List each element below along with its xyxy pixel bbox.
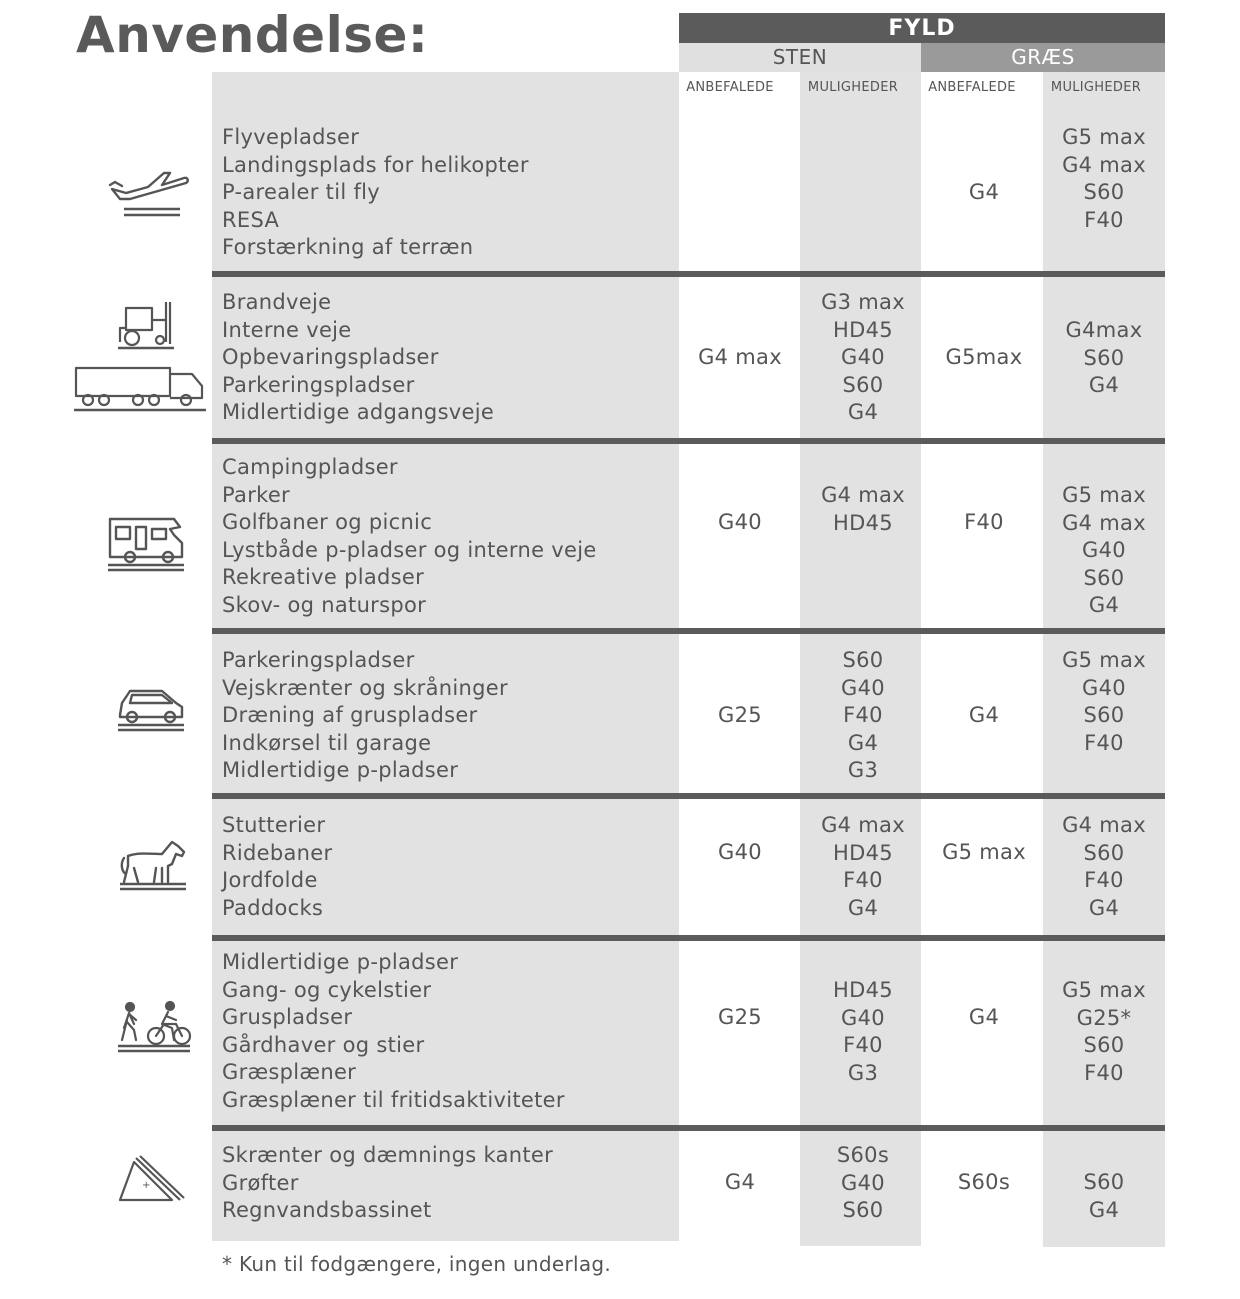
usage-item: Opbevaringspladser xyxy=(222,345,439,369)
value: G40 xyxy=(841,1005,885,1030)
value: S60 xyxy=(1083,565,1125,590)
usage-item: Golfbaner og picnic xyxy=(222,510,433,534)
usage-item: Skrænter og dæmnings kanter xyxy=(222,1143,554,1167)
page-title: Anvendelse: xyxy=(76,6,429,64)
value: G4 max xyxy=(698,345,782,369)
usage-item: RESA xyxy=(222,207,280,232)
graes-anbefalede-cell xyxy=(921,179,1047,207)
value: F40 xyxy=(964,510,1004,534)
svg-text:+: + xyxy=(142,1180,151,1191)
graes-muligheder-cell xyxy=(1043,317,1165,400)
value: G4max xyxy=(1065,318,1143,342)
graes-muligheder-cell xyxy=(1043,124,1165,234)
usage-item: Brandveje xyxy=(222,290,332,314)
graes-muligheder-cell xyxy=(1043,1169,1165,1224)
sten-muligheder-cell xyxy=(800,647,926,785)
value: S60s xyxy=(957,1170,1011,1194)
value: G4 xyxy=(968,703,1000,727)
value: G5 max xyxy=(1062,648,1146,672)
sten-anbefalede-cell xyxy=(679,344,801,372)
row-separator xyxy=(212,935,1165,941)
row-separator xyxy=(212,1125,1165,1131)
value: G4 xyxy=(1088,895,1120,920)
usage-item: P-arealer til fly xyxy=(222,180,381,204)
value: G4 max xyxy=(1062,510,1146,535)
graes-muligheder-cell xyxy=(1043,482,1165,620)
usage-item: Indkørsel til garage xyxy=(222,730,432,755)
usage-item: Parker xyxy=(222,482,290,507)
footnote: * Kun til fodgængere, ingen underlag. xyxy=(222,1252,612,1276)
pedestrian-cyclist-icon xyxy=(116,1000,192,1054)
column-header-sten-anbefalede: ANBEFALEDE xyxy=(686,80,774,95)
tractor-truck-icon xyxy=(74,298,206,418)
graes-anbefalede-cell xyxy=(921,509,1047,537)
graes-anbefalede-cell xyxy=(921,1169,1047,1197)
value: G4 xyxy=(847,730,879,755)
value: HD45 xyxy=(833,317,893,342)
value: G40 xyxy=(841,345,885,369)
airplane-icon xyxy=(106,163,190,219)
value: S60 xyxy=(1083,1170,1125,1194)
graes-anbefalede-cell xyxy=(921,702,1047,730)
value: G4 xyxy=(847,895,879,920)
usage-list-slopes xyxy=(222,1142,553,1225)
camper-icon xyxy=(106,515,186,573)
sten-anbefalede-cell xyxy=(679,1169,801,1197)
value: G40 xyxy=(1082,538,1126,562)
usage-list-parking xyxy=(222,647,508,785)
value: F40 xyxy=(1084,868,1124,892)
column-header-graes-anbefalede: ANBEFALEDE xyxy=(928,80,1016,95)
sten-muligheder-cell xyxy=(800,482,926,537)
usage-item: Dræning af gruspladser xyxy=(222,703,478,727)
value: S60 xyxy=(1083,703,1125,727)
usage-item: Græsplæner til fritidsaktiviteter xyxy=(222,1087,565,1112)
usage-item: Gruspladser xyxy=(222,1005,353,1029)
value: G4 xyxy=(968,1005,1000,1029)
value: S60s xyxy=(836,1143,890,1167)
value: G5max xyxy=(945,345,1023,369)
value: G4 xyxy=(1088,593,1120,617)
value: G40 xyxy=(718,840,762,864)
value: S60 xyxy=(842,372,884,397)
graes-anbefalede-cell xyxy=(921,839,1047,867)
value: G4 xyxy=(968,180,1000,204)
value: S60 xyxy=(842,1198,884,1222)
sten-anbefalede-cell xyxy=(679,1004,801,1032)
sten-muligheder-cell xyxy=(800,1142,926,1225)
row-separator xyxy=(212,793,1165,799)
graes-anbefalede-cell xyxy=(921,1004,1047,1032)
value: G4 xyxy=(847,400,879,424)
usage-item: Gårdhaver og stier xyxy=(222,1032,425,1057)
usage-item: Midlertidige p-pladser xyxy=(222,758,459,782)
usage-item: Forstærkning af terræn xyxy=(222,235,474,259)
usage-list-aviation xyxy=(222,124,529,262)
usage-item: Græsplæner xyxy=(222,1060,357,1084)
sten-anbefalede-cell xyxy=(679,702,801,730)
usage-list-recreation xyxy=(222,454,597,619)
value: G4 max xyxy=(1062,152,1146,177)
usage-item: Midlertidige adgangsveje xyxy=(222,400,495,424)
value: G3 xyxy=(847,758,879,782)
value: G25 xyxy=(718,703,762,727)
usage-item: Rekreative pladser xyxy=(222,565,425,589)
fyld-header: FYLD xyxy=(679,13,1165,43)
graes-anbefalede-cell xyxy=(921,344,1047,372)
usage-item: Gang- og cykelstier xyxy=(222,977,432,1002)
value: G4 xyxy=(1088,373,1120,397)
value: G40 xyxy=(841,1170,885,1195)
value: G5 max xyxy=(1062,125,1146,149)
value: S60 xyxy=(842,648,884,672)
row-separator xyxy=(212,438,1165,444)
value: S60 xyxy=(1083,1033,1125,1057)
usage-item: Grøfter xyxy=(222,1170,299,1195)
car-icon xyxy=(116,685,186,735)
value: F40 xyxy=(843,1033,883,1057)
value: HD45 xyxy=(833,978,893,1002)
usage-item: Paddocks xyxy=(222,895,324,920)
value: S60 xyxy=(1083,180,1125,204)
sten-header: STEN xyxy=(679,43,921,72)
usage-item: Parkeringspladser xyxy=(222,648,415,672)
value: G4 xyxy=(724,1170,756,1194)
value: G3 max xyxy=(821,290,905,314)
value: S60 xyxy=(1083,345,1125,370)
usage-list-paths xyxy=(222,949,565,1114)
usage-item: Regnvandsbassinet xyxy=(222,1198,432,1222)
value: G4 max xyxy=(821,483,905,507)
value: F40 xyxy=(1084,207,1124,232)
value: F40 xyxy=(843,868,883,892)
sten-anbefalede-cell xyxy=(679,509,801,537)
value: G25 xyxy=(718,1005,762,1029)
value: G3 xyxy=(847,1060,879,1085)
row-separator xyxy=(212,628,1165,634)
usage-item: Ridebaner xyxy=(222,840,333,865)
usage-item: Landingsplads for helikopter xyxy=(222,152,529,177)
value: G40 xyxy=(1082,675,1126,700)
usage-item: Campingpladser xyxy=(222,455,398,479)
usage-item: Lystbåde p-pladser og interne veje xyxy=(222,537,597,562)
value: HD45 xyxy=(833,840,893,865)
graes-header: GRÆS xyxy=(921,43,1165,72)
usage-item: Parkeringspladser xyxy=(222,372,415,397)
usage-item: Interne veje xyxy=(222,317,352,342)
usage-item: Stutterier xyxy=(222,813,326,837)
graes-muligheder-cell xyxy=(1043,977,1165,1087)
graes-muligheder-cell xyxy=(1043,812,1165,922)
value: G4 xyxy=(1088,1197,1120,1222)
sten-muligheder-cell xyxy=(800,812,926,922)
value: G5 max xyxy=(1062,978,1146,1002)
graes-muligheder-cell xyxy=(1043,647,1165,757)
usage-list-roads xyxy=(222,289,494,427)
value: F40 xyxy=(1084,1060,1124,1085)
usage-item: Vejskrænter og skråninger xyxy=(222,675,508,700)
value: G4 max xyxy=(821,813,905,837)
value: S60 xyxy=(1083,840,1125,865)
usage-item: Skov- og naturspor xyxy=(222,592,427,617)
value: G25* xyxy=(1076,1005,1132,1030)
sten-muligheder-cell xyxy=(800,289,926,427)
column-header-graes-muligheder: MULIGHEDER xyxy=(1050,80,1142,95)
value: G5 max xyxy=(1062,483,1146,507)
value: F40 xyxy=(1084,730,1124,755)
value: G4 max xyxy=(1062,813,1146,837)
usage-item: Midlertidige p-pladser xyxy=(222,950,459,974)
sten-muligheder-cell xyxy=(800,977,926,1087)
value: HD45 xyxy=(833,510,893,535)
slope-icon xyxy=(116,1154,186,1206)
usage-list-equestrian xyxy=(222,812,332,922)
horse-icon xyxy=(118,838,188,892)
row-separator xyxy=(212,271,1165,277)
usage-item: Jordfolde xyxy=(222,868,318,892)
value: G40 xyxy=(718,510,762,534)
column-header-sten-muligheder: MULIGHEDER xyxy=(807,80,899,95)
value: F40 xyxy=(843,703,883,727)
value: G40 xyxy=(841,675,885,700)
value: G5 max xyxy=(942,840,1026,864)
usage-item: Flyvepladser xyxy=(222,125,360,149)
sten-anbefalede-cell xyxy=(679,839,801,867)
